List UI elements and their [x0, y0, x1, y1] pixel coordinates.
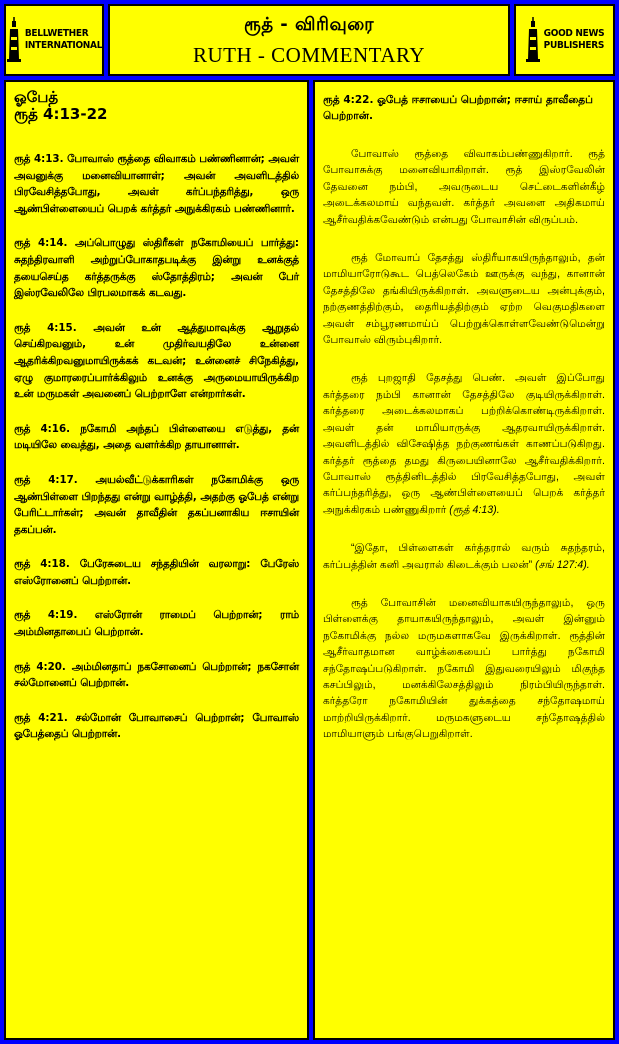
- verse: ரூத் 4:19. எஸ்ரோன் ராமைப் பெற்றான்; ராம் அம்மினதாபைப் பெற்றான்.: [14, 609, 299, 639]
- bellwether-logo-text: BELLWETHER INTERNATIONAL: [24, 28, 103, 51]
- scripture-reference: (ரூத் 4:13).: [449, 503, 500, 516]
- verse: ரூத் 4:14. அப்பொழுது ஸ்திரீகள் நகோமியைப் பார்த்து: சுதந்திரவாளி அற்றுப்போகாதபடிக்கு இன்று உனக்குத் தயைசெய்த கர்த்தருக்கு ஸ்தோத்திரம்; அவன் பேர் இஸ்ரவேலிலே பிரபலமாகக் கடவது.: [14, 237, 299, 300]
- scripture-column: [4, 80, 309, 1040]
- bellwether-logo: [4, 4, 104, 76]
- verse: ரூத் 4:17. அயல்வீட்டுக்காரிகள் நகோமிக்கு ஒரு ஆண்பிள்ளை பிறந்தது என்று வாழ்த்தி, அதற்கு ஓபேத் என்று பேரிட்டார்கள்; அவன் தாவீதின் தகப்பனாகிய ஈசாயின் தகப்பன்.: [14, 473, 299, 536]
- verse: ரூத் 4:20. அம்மினதாப் நகசோனைப் பெற்றான்; நகசோன் சல்மோனைப் பெற்றான்.: [14, 660, 299, 690]
- lighthouse-icon: [6, 17, 22, 63]
- commentary-heading: ரூத் 4:22. ஓபேத் ஈசாயைப் பெற்றான்; ஈசாய் தாவீதைப் பெற்றான்.: [323, 94, 593, 122]
- title-english: RUTH - COMMENTARY: [193, 43, 425, 67]
- lighthouse-icon: [525, 17, 541, 63]
- title-tamil: ரூத் - விரிவுரை: [243, 14, 375, 35]
- verse: ரூத் 4:15. அவன் உன் ஆத்துமாவுக்கு ஆறுதல் செய்கிறவனும், உன் முதிர்வயதிலே உன்னை ஆதரிக்கிறவனுமாயிருக்கக் கடவன்; உன்னைச் சிநேகித்து, ஏழு குமாரரைப்பார்க்கிலும் உனக்கு அருமையாயிருக்கிற உன் மருமகள் அவனைப் பெற்றாளே என்றார்கள்.: [14, 321, 299, 401]
- paragraph-text: ரூத் புறஜாதி தேசத்து பெண். அவள் இப்போது கர்த்தரை நம்பி கானான் தேசத்திலே குடியிருக்கிறாள். கர்த்தரை அடைக்கலமாகப் பற்றிக்கொண்டிருக்கிறாள். அவள் தன் மாமியாருக்கு ஆதரவாயிருக்கிறாள். அவளிடத்தில் விசேஷித்த நற்குணங்கள் காணப்படுகிறது. கர்த்தர் ரூத்தை தமது கிருபையினாலே ஆசீர்வதிக்கிறார். போவாஸ் ரூத்தினிடத்தில் பிரவேசித்தபோது, அவள் கர்ப்பந்தரித்து, ஒரு ஆண்பிள்ளையைப் பெறக் கர்த்தர் அநுக்கிரகம் பண்ணுகிறார்: [323, 372, 605, 516]
- section-heading: ஓபேத்: [14, 88, 59, 106]
- commentary-paragraph: [323, 370, 605, 518]
- verse: ரூத் 4:18. பேரேசுடைய சந்ததியின் வரலாறு: பேரேஸ் எஸ்ரோனைப் பெற்றான்.: [14, 558, 299, 587]
- commentary-paragraph: ரூத் போவாசின் மனைவியாகயிருந்தாலும், ஒரு பிள்ளைக்கு தாயாகயிருந்தாலும், அவள் இன்னும் நகோமிக்கு நல்ல மருமகளாகவே இருக்கிறாள். ரூத்தின் ஆசீர்வாதமான வாழ்க்கையைப் பார்த்து நகோமி சந்தோஷப்படுகிறாள். நகோமி இதுவரையிலும் மிகுந்த கசப்பிலும், மனக்கிலேசத்திலும் நிரம்பியிருந்தாள். கர்த்தரோ நகோமியின் துக்கத்தை சந்தோஷமாய் மாற்றியிருக்கிறார். மருமகளுடைய சந்தோஷத்தில் மாமியாளும் பங்குபெறுகிறாள்.: [323, 596, 605, 741]
- commentary-column: [313, 80, 615, 1040]
- commentary-paragraph: ரூத் மோவாப் தேசத்து ஸ்திரீயாகயிருந்தாலும், தன் மாமியாரோடுகூட பெத்லெகேம் ஊருக்கு வந்து, கானான் தேசத்திலே தங்கியிருக்கிறாள். அவளுடைய அன்புக்கும், நற்குணத்திற்கும், தைரியத்திற்கும் ஏற்ற வெகுமதிகளை அவள் சம்பூரணமாய்ப் பெற்றுக்கொள்ளவேண்டுமென்று போவாஸ் விரும்புகிறார்.: [323, 252, 605, 347]
- quote-text: “இதோ, பிள்ளைகள் கர்த்தரால் வரும் சுதந்தரம், கர்ப்பத்தின் கனி அவரால் கிடைக்கும் பலன்”: [323, 542, 605, 571]
- good-news-logo-text: GOOD NEWS PUBLISHERS: [543, 28, 605, 51]
- commentary-paragraph: போவாஸ் ரூத்தை விவாகம்பண்ணுகிறார். ரூத் போவாசுக்கு மனைவியாகிறாள். ரூத் இஸ்ரவேலின் தேவனை நம்பி, அவருடைய செட்டைகளின்கீழ் அடைக்கலமாய் வந்தவள். கர்த்தர் அவளை அதிகமாய் ஆசீர்வதிக்கவேண்டும் என்பது போவாசின் விருப்பம்.: [323, 148, 605, 226]
- passage-reference: ரூத் 4:13-22: [14, 105, 108, 123]
- title-banner: [108, 4, 510, 76]
- good-news-publishers-logo: [514, 4, 615, 76]
- verse: ரூத் 4:16. நகோமி அந்தப் பிள்ளையை எடுத்து, தன் மடியிலே வைத்து, அதை வளர்க்கிற தாயானாள்.: [14, 422, 299, 452]
- verse: ரூத் 4:21. சல்மோன் போவாசைப் பெற்றான்; போவாஸ் ஓபேத்தைப் பெற்றான்.: [14, 711, 299, 741]
- verse: ரூத் 4:13. போவாஸ் ரூத்தை விவாகம் பண்ணினான்; அவள் அவனுக்கு மனைவியானாள்; அவன் அவளிடத்தில் பிரவேசித்தபோது, அவள் கர்ப்பந்தரித்து, ஒரு ஆண்பிள்ளையைப் பெறக் கர்த்தர் அநுக்கிரகம் பண்ணினார்.: [14, 153, 299, 215]
- commentary-quote: [323, 540, 605, 573]
- scripture-reference: (சங் 127:4).: [535, 558, 590, 571]
